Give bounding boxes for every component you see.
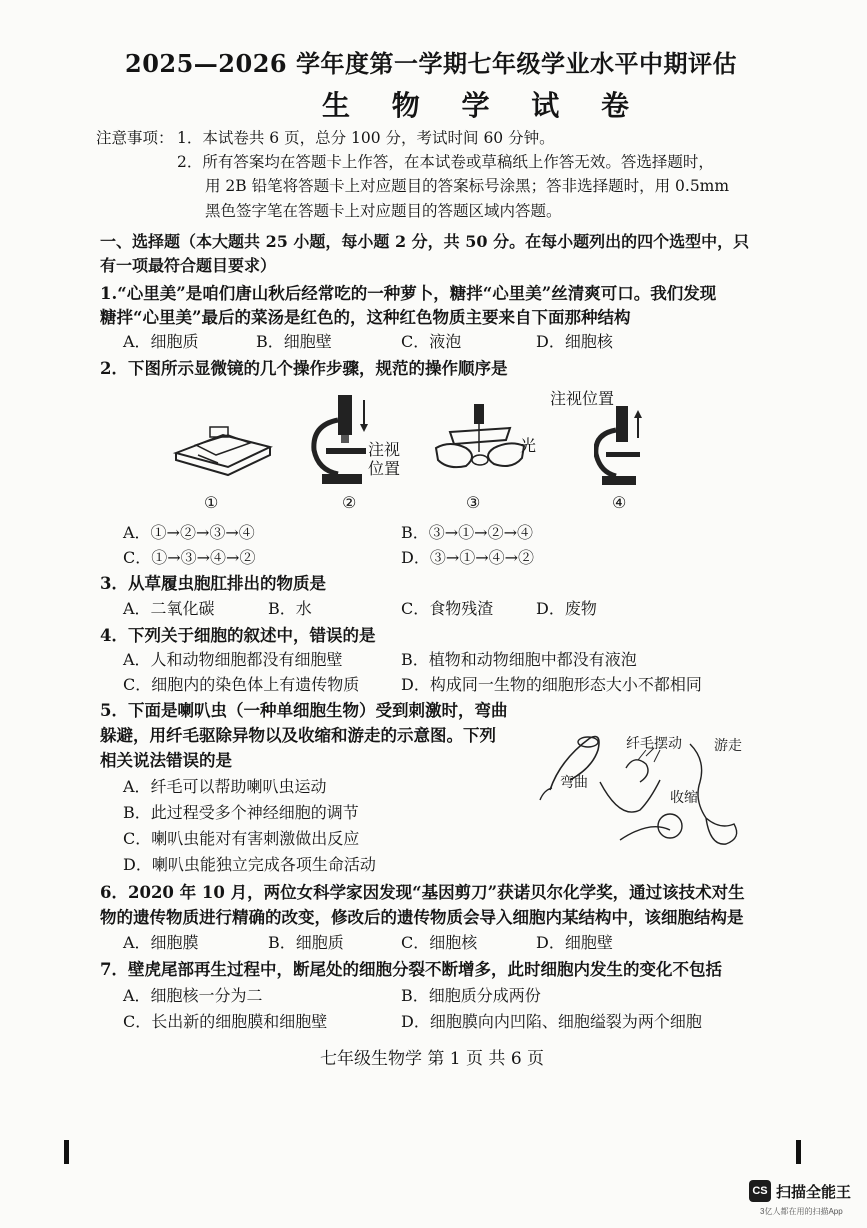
q7-option-c: C．长出新的细胞膜和细胞壁: [123, 1012, 328, 1031]
q5-fig-label-cilia: 纤毛摆动: [626, 736, 682, 752]
q3-option-c: C．食物残渣: [401, 599, 494, 618]
q2-option-d: D．③→①→④→②: [401, 548, 535, 567]
q1-option-b: B．细胞壁: [256, 332, 332, 351]
q1-stem-line1: 1.“心里美”是咱们唐山秋后经常吃的一种萝卜，糖拌“心里美”丝清爽可口。我们发现: [100, 284, 717, 303]
section-heading-line1: 一、选择题（本大题共 25 小题，每小题 2 分，共 50 分。在每小题列出的四个选型中，只: [100, 232, 750, 251]
q7-option-a: A．细胞核一分为二: [123, 986, 263, 1005]
q5-stem-line2: 躲避，用纤毛驱除异物以及收缩和游走的示意图。下列: [100, 726, 496, 745]
q7-option-d: D．细胞膜向内凹陷、细胞缢裂为两个细胞: [401, 1012, 702, 1031]
fig-number-4: ④: [612, 493, 627, 512]
notice-label: 注意事项：: [96, 129, 174, 147]
notice-item-1: 1．本试卷共 6 页，总分 100 分，考试时间 60 分钟。: [177, 129, 555, 147]
q3-option-d: D．废物: [536, 599, 597, 618]
slide-hands-figure: [430, 400, 530, 485]
exam-subtitle: 生 物 学 试 卷: [322, 89, 645, 122]
q5-fig-label-bend: 弯曲: [560, 775, 588, 791]
q7-option-b: B．细胞质分成两份: [401, 986, 541, 1005]
q4-option-d: D．构成同一生物的细胞形态大小不都相同: [401, 675, 702, 694]
q1-stem-line2: 糖拌“心里美”最后的菜汤是红色的，这种红色物质主要来自下面那种结构: [100, 308, 631, 327]
q5-stem-line3: 相关说法错误的是: [100, 751, 232, 770]
section-heading-line2: 有一项最符合题目要求）: [100, 256, 277, 275]
q5-option-a: A．纤毛可以帮助喇叭虫运动: [123, 777, 327, 796]
fig-number-3: ③: [466, 493, 481, 512]
fig4-label-watch-position: 注视位置: [550, 389, 615, 408]
q1-option-d: D．细胞核: [536, 332, 613, 351]
page-footer: 七年级生物学 第 1 页 共 6 页: [320, 1049, 545, 1069]
fig2-label-watch: 注视: [368, 440, 401, 459]
scanner-app-tagline: 3亿人都在用的扫描App: [760, 1207, 843, 1216]
fig-number-2: ②: [342, 493, 357, 512]
fig2-label-position: 位置: [368, 459, 401, 478]
fig3-label-light: 光: [520, 436, 537, 455]
q3-option-b: B．水: [268, 599, 312, 618]
notice-item-2-cont: 用 2B 铅笔将答题卡上对应题目的答案标号涂黑；答非选择题时，用 0.5mm: [205, 177, 730, 195]
q4-stem: 4．下列关于细胞的叙述中，错误的是: [100, 626, 376, 645]
q2-stem: 2．下图所示显微镜的几个操作步骤，规范的操作顺序是: [100, 359, 508, 378]
q2-option-c: C．①→③→④→②: [123, 548, 256, 567]
q6-option-a: A．细胞膜: [123, 933, 199, 952]
q6-stem-line2: 物的遗传物质进行精确的改变，修改后的遗传物质会导入细胞内某结构中，该细胞结构是: [100, 908, 744, 927]
microscope-stage-figure: [168, 415, 278, 485]
q5-stem-line1: 5．下面是喇叭虫（一种单细胞生物）受到刺激时，弯曲: [100, 701, 508, 720]
q3-option-a: A．二氧化碳: [123, 599, 215, 618]
q4-option-c: C．细胞内的染色体上有遗传物质: [123, 675, 360, 694]
q5-fig-label-swim: 游走: [714, 738, 742, 754]
exam-title: 2025—2026 学年度第一学期七年级学业水平中期评估: [125, 49, 737, 78]
q5-option-d: D．喇叭虫能独立完成各项生命活动: [123, 855, 376, 874]
q5-fig-label-contract: 收缩: [670, 790, 698, 806]
q3-stem: 3．从草履虫胞肛排出的物质是: [100, 574, 326, 593]
q5-option-c: C．喇叭虫能对有害刺激做出反应: [123, 829, 360, 848]
scanner-logo-icon: CS: [749, 1180, 771, 1202]
q7-stem: 7．壁虎尾部再生过程中，断尾处的细胞分裂不断增多，此时细胞内发生的变化不包括: [100, 960, 722, 979]
q4-option-a: A．人和动物细胞都没有细胞壁: [123, 650, 343, 669]
q6-stem-line1: 6．2020 年 10 月，两位女科学家因发现“基因剪刀”获诺贝尔化学奖，通过该技术对生: [100, 883, 745, 902]
q2-option-b: B．③→①→②→④: [401, 523, 533, 542]
q2-option-a: A．①→②→③→④: [123, 523, 255, 542]
scan-edge-mark-right: [796, 1140, 801, 1164]
q5-option-b: B．此过程受多个神经细胞的调节: [123, 803, 359, 822]
q1-option-a: A．细胞质: [123, 332, 199, 351]
scan-edge-mark-left: [64, 1140, 69, 1164]
microscope-eyepiece-figure: [594, 402, 654, 492]
q6-option-b: B．细胞质: [268, 933, 344, 952]
notice-item-2: 2．所有答案均在答题卡上作答，在本试卷或草稿纸上作答无效。答选择题时，: [177, 153, 714, 171]
q4-option-b: B．植物和动物细胞中都没有液泡: [401, 650, 637, 669]
q1-option-c: C．液泡: [401, 332, 462, 351]
fig-number-1: ①: [204, 493, 219, 512]
scanner-app-name: 扫描全能王: [776, 1184, 852, 1201]
q6-option-c: C．细胞核: [401, 933, 478, 952]
q6-option-d: D．细胞壁: [536, 933, 613, 952]
notice-item-2-cont2: 黑色签字笔在答题卡上对应题目的答题区域内答题。: [205, 202, 562, 220]
